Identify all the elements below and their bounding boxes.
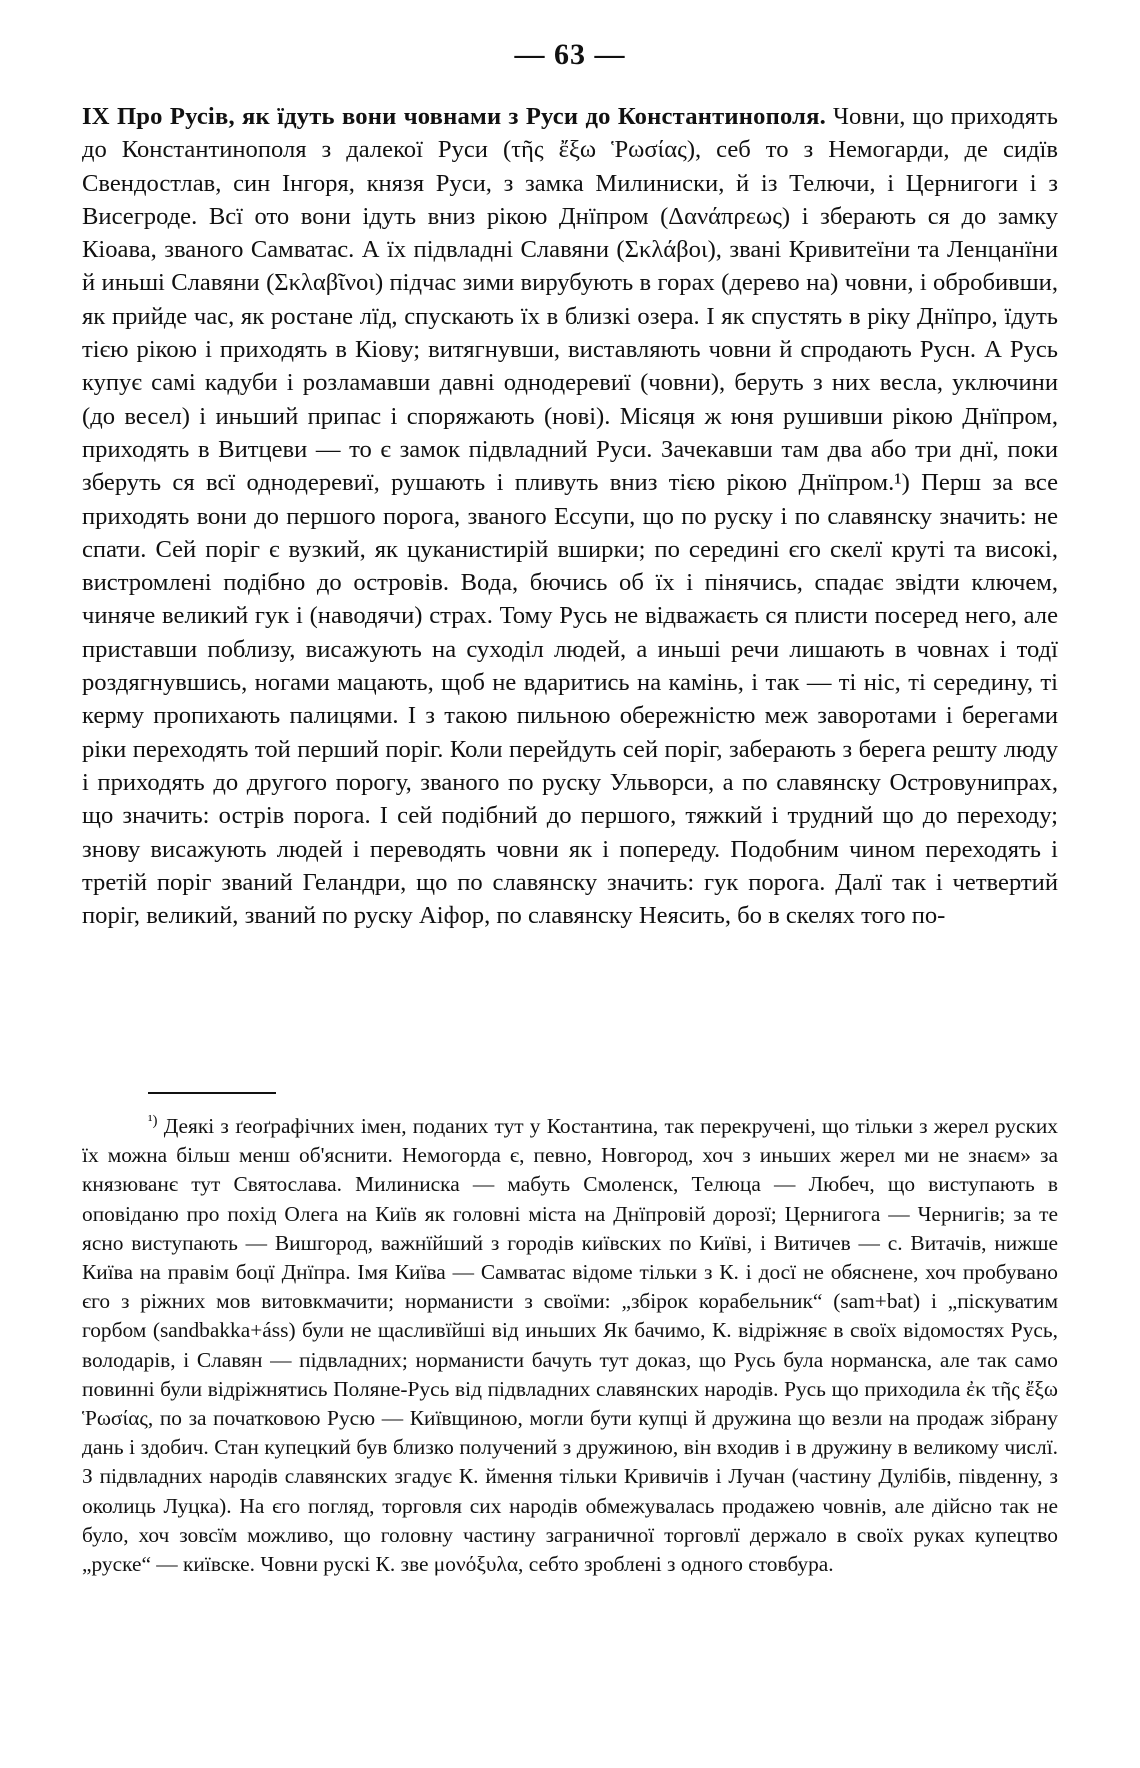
chapter-body: Човни, що приходять до Константинополя з далекої Руси (τῆς ἔξω Ῥωσίας), себ то з Немогарди, де сидїв Свендостлав, син Інгоря, князя Руси, з замка Милиниски, й із Телючи, і Цернигоги і з Висегроде. Всї ото вони ідуть вниз рікою Днїпром (Δανάπρεως) і зберають ся до замку Кіоава, званого Самватас. А їх підвладні Славяни (Σκλάβοι), звані Кривитеїни та Ленцанїни й иньші Славяни (Σκλαβῖνοι) підчас зими вирубують в горах (дерево на) човни, і обробивши, як прийде час, як ростане лїд, спускають їх в близкі озера. І як спустять в ріку Днїпро, їдуть тією рікою і приходять в Кіову; витягнувши, виставляють човни й спродають Русн. А Русь купує самі кадуби і розламавши давні однодеревиї (човни), беруть з них весла, уключини (до весел) і иньший припас і споряжають (нові). Місяця ж юня рушивши рікою Днїпром, приходять в Витцеви — то є замок підвладний Руси. Зачекавши там два або три днї, поки зберуть ся всї однодеревиї, рушають і пливуть вниз тією рікою Днїпром.¹) Перш за все приходять вони до першого порога, званого Ессупи, що по руску і по славянску значить: не спати. Сей поріг є вузкий, як цуканистирій вширки; по середині єго скелї круті та високі, вистромлені подібно до островів. Вода, бючись об їх і пінячись, спадає звідти ключем, чиняче великий гук і (наводячи) страх. Тому Русь не відважаєть ся плисти посеред него, але приставши поблизу, висажують на суходіл людей, а иньші речи лишають в човнах і тодї роздягнувшись, ногами мацають, щоб не вдаритись на камінь, і так — ті ніс, ті середину, ті керму пропихають палицями. І з такою пильною обережністю меж заворотами і берегами ріки переходять той перший поріг. Коли перейдуть сей поріг, заберають з берега решту люду і приходять до другого порогу, званого по руску Ульворси, а по славянску Островунипрах, що значить: острів порога. І сей подібний до першого, тяжкий і трудний що до переходу; знову висажують людей і переводять човни як і попереду. Подобним чином переходять і третій поріг званий Геландри, що по славянску значить: гук порога. Далї так і четвертий поріг, великий, званий по руску Аіфор, по славянску Неясить, бо в скелях того по- bbox=[82, 103, 1058, 930]
footnote-text: Деякі з ґеоґрафічних імен, поданих тут у Костантина, так перекручені, що тільки з жерел руских їх можна більш менш об'яснити. Немогорда є, певно, Новгород, хоч з иньших жерел ми не знаєм» за князюванє тут Святослава. Милиниска — мабуть Смоленск, Телюца — Любеч, що виступають в оповіданю про похід Олега на Київ як головні міста на Днїпровій дорозї; Цернигога — Чернигів; за те ясно виступають — Вишгород, важнїйший з городів київских по Київі, і Витичев — с. Витачів, нижше Київа на правім боцї Днїпра. Імя Київа — Самватас відоме тільки з К. і досї не обяснене, хоч пробувано єго з ріжних мов витовкмачити; норманисти з своїми: „збірок корабельник“ (sam+bat) і „піскуватим горбом (sandbakka+áss) були не щасливїйші від иньших Як бачимо, К. відріжняє в своїх відомостях Русь, володарів, і Славян — підвладних; норманисти бачуть тут доказ, що Русь була норманска, але так само повинні були відріжнятись Поляне-Русь від підвладних славянских народів. Русь що приходила ἐκ τῆς ἔξω Ῥωσίας, по за початковою Русю — Київщиною, могли бути купці й дружина що везли на продаж зібрану дань і здобич. Стан купецкий був близко получений з дружиною, він входив і в дружину в великому числї. З підвладних народів славянских згадує К. ймення тільки Кривичів і Лучан (частину Дулібів, південну, з околиць Луцка). На єго погляд, торговля сих народів обмежувалась продажею човнів, але дійсно так не було, хоч зовсїм можливо, що головну частину заграничної торговлї держало в своїх руках купецтво „руске“ — київске. Човни рускі К. зве μονόξυλα, себто зроблені з одного стовбура. bbox=[82, 1114, 1058, 1577]
chapter-heading: IX Про Русів, як їдуть вони човнами з Руси до Константинополя. bbox=[82, 103, 826, 130]
main-text bbox=[82, 100, 1058, 932]
footnote bbox=[82, 1112, 1058, 1579]
footnote-divider bbox=[148, 1092, 276, 1094]
page-number: — 63 — bbox=[514, 38, 626, 71]
footnote-marker: ¹) bbox=[148, 1112, 158, 1129]
